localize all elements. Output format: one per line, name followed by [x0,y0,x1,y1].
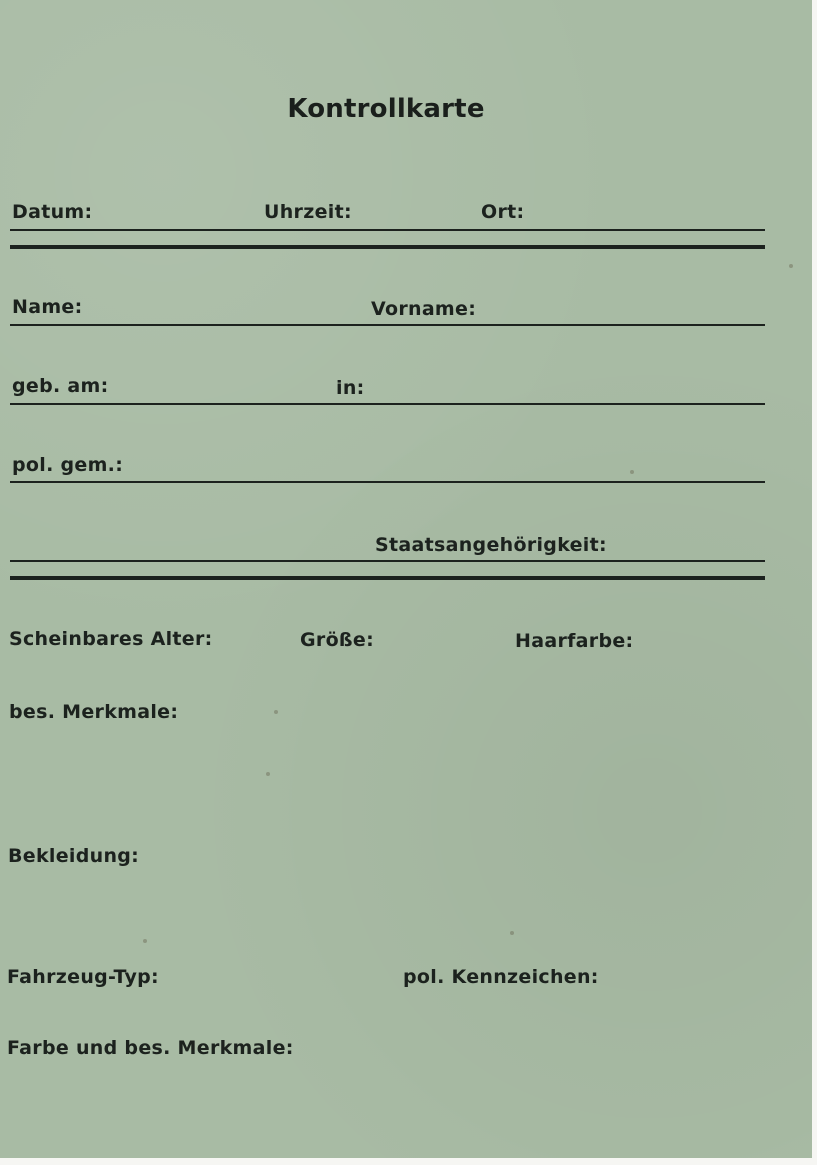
paper-speck [789,264,793,268]
bes-merkmale-label: bes. Merkmale: [9,701,179,723]
farbe-merkmale-label: Farbe und bes. Merkmale: [7,1037,294,1059]
vorname-label: Vorname: [371,298,477,320]
pol-gem-label: pol. gem.: [12,454,124,476]
haarfarbe-label: Haarfarbe: [515,630,634,652]
paper-speck [630,470,634,474]
section-divider-bottom [10,576,765,580]
pol-gem-row-line [10,481,765,483]
paper-speck [510,931,514,935]
datum-label: Datum: [12,201,93,223]
section-divider-top [10,245,765,249]
paper-speck [266,772,270,776]
paper-speck [274,710,278,714]
uhrzeit-label: Uhrzeit: [264,201,352,223]
geb-row-line [10,403,765,405]
bekleidung-label: Bekleidung: [8,845,140,867]
fahrzeug-typ-label: Fahrzeug-Typ: [7,966,159,988]
datum-row-line [10,229,765,231]
pol-kennzeichen-label: pol. Kennzeichen: [403,966,599,988]
geburtsort-label: in: [336,377,365,399]
name-label: Name: [12,296,83,318]
staatsangehoerigkeit-row-line [10,560,765,562]
ort-label: Ort: [481,201,525,223]
paper-speck [143,939,147,943]
staatsangehoerigkeit-label: Staatsangehörigkeit: [375,534,607,556]
geb-am-label: geb. am: [12,375,109,397]
card-title: Kontrollkarte [287,94,485,124]
name-row-line [10,324,765,326]
scheinbares-alter-label: Scheinbares Alter: [9,628,213,650]
groesse-label: Größe: [300,629,374,651]
